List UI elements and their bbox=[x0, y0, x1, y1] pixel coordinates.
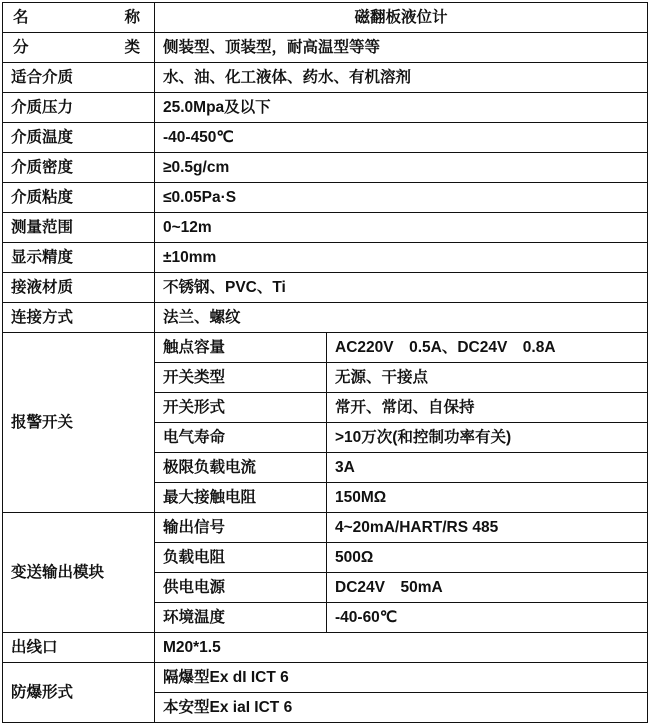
table-row bbox=[3, 273, 648, 303]
row-value-density: ≥0.5g/cm bbox=[155, 153, 648, 183]
row-label-class: 分 类 bbox=[3, 33, 155, 63]
table-row bbox=[3, 633, 648, 663]
row-label-accuracy: 显示精度 bbox=[3, 243, 155, 273]
row-value-connection: 法兰、螺纹 bbox=[155, 303, 648, 333]
table-row bbox=[3, 333, 648, 363]
row-value-name: 磁翻板液位计 bbox=[155, 3, 648, 33]
group-label-explosion-proof: 防爆形式 bbox=[3, 663, 155, 723]
row-label-temperature: 介质温度 bbox=[3, 123, 155, 153]
row-label-cable-outlet: 出线口 bbox=[3, 633, 155, 663]
row-label-range: 测量范围 bbox=[3, 213, 155, 243]
sub-label-electrical-life: 电气寿命 bbox=[155, 423, 327, 453]
row-value-pressure: 25.0Mpa及以下 bbox=[155, 93, 648, 123]
row-value-temperature: -40-450℃ bbox=[155, 123, 648, 153]
sub-value-max-contact-resistance: 150MΩ bbox=[327, 483, 648, 513]
sub-label-load-resistance: 负载电阻 bbox=[155, 543, 327, 573]
row-label-viscosity: 介质粘度 bbox=[3, 183, 155, 213]
row-value-accuracy: ±10mm bbox=[155, 243, 648, 273]
sub-value-load-resistance: 500Ω bbox=[327, 543, 648, 573]
table-row bbox=[3, 63, 648, 93]
row-value-media: 水、油、化工液体、药水、有机溶剂 bbox=[155, 63, 648, 93]
table-row bbox=[3, 183, 648, 213]
table-row bbox=[3, 123, 648, 153]
sub-label-max-contact-resistance: 最大接触电阻 bbox=[155, 483, 327, 513]
row-label-connection: 连接方式 bbox=[3, 303, 155, 333]
sub-value-max-load-current: 3A bbox=[327, 453, 648, 483]
row-value-wetted-material: 不锈钢、PVC、Ti bbox=[155, 273, 648, 303]
sub-label-switch-type: 开关类型 bbox=[155, 363, 327, 393]
sub-value-output-signal: 4~20mA/HART/RS 485 bbox=[327, 513, 648, 543]
row-label-density: 介质密度 bbox=[3, 153, 155, 183]
row-label-name: 名 称 bbox=[3, 3, 155, 33]
row-label-pressure: 介质压力 bbox=[3, 93, 155, 123]
sub-value-switch-type: 无源、干接点 bbox=[327, 363, 648, 393]
sub-label-ambient-temperature: 环境温度 bbox=[155, 603, 327, 633]
row-label-wetted-material: 接液材质 bbox=[3, 273, 155, 303]
sub-value-contact-capacity: AC220V 0.5A、DC24V 0.8A bbox=[327, 333, 648, 363]
row-value-cable-outlet: M20*1.5 bbox=[155, 633, 648, 663]
table-row bbox=[3, 243, 648, 273]
row-value-class: 侧装型、顶装型，耐高温型等等 bbox=[155, 33, 648, 63]
sub-value-switch-form: 常开、常闭、自保持 bbox=[327, 393, 648, 423]
table-row bbox=[3, 663, 648, 693]
row-label-media: 适合介质 bbox=[3, 63, 155, 93]
group-label-alarm-switch: 报警开关 bbox=[3, 333, 155, 513]
row-value-range: 0~12m bbox=[155, 213, 648, 243]
table-row bbox=[3, 213, 648, 243]
sub-value-explosion-proof-flameproof: 隔爆型Ex dI ICT 6 bbox=[155, 663, 648, 693]
group-label-transmitter-module: 变送输出模块 bbox=[3, 513, 155, 633]
sub-value-electrical-life: >10万次(和控制功率有关) bbox=[327, 423, 648, 453]
sub-label-switch-form: 开关形式 bbox=[155, 393, 327, 423]
table-row bbox=[3, 513, 648, 543]
sub-label-power-supply: 供电电源 bbox=[155, 573, 327, 603]
sub-value-power-supply: DC24V 50mA bbox=[327, 573, 648, 603]
row-value-viscosity: ≤0.05Pa·S bbox=[155, 183, 648, 213]
sub-value-ambient-temperature: -40-60℃ bbox=[327, 603, 648, 633]
table-row bbox=[3, 93, 648, 123]
table-row bbox=[3, 153, 648, 183]
sub-value-explosion-proof-intrinsic: 本安型Ex iaI ICT 6 bbox=[155, 693, 648, 723]
specification-table bbox=[2, 2, 648, 723]
table-row bbox=[3, 33, 648, 63]
table-row bbox=[3, 3, 648, 33]
sub-label-output-signal: 输出信号 bbox=[155, 513, 327, 543]
sub-label-max-load-current: 极限负载电流 bbox=[155, 453, 327, 483]
table-row bbox=[3, 303, 648, 333]
sub-label-contact-capacity: 触点容量 bbox=[155, 333, 327, 363]
